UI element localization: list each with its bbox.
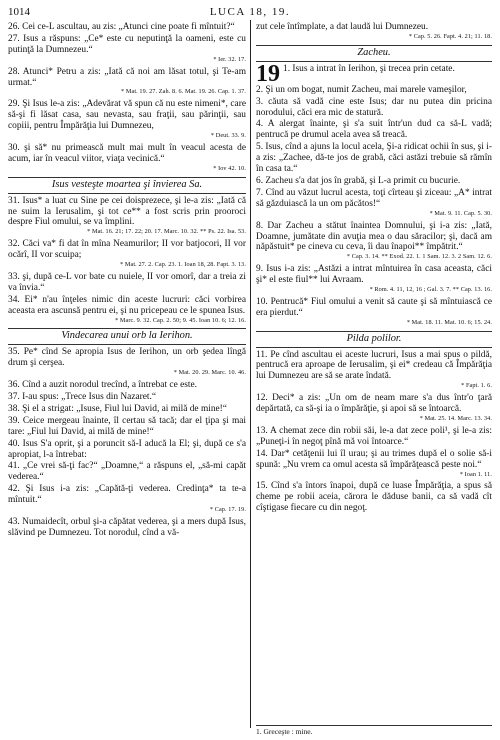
verse [8,272,246,294]
cross-reference: * Cap. 17. 19. [209,506,246,514]
cross-reference: * Mat. 16. 21; 17. 22; 20. 17. Marc. 10. 32. ** Ps. 22. Isa. 53. [87,228,246,236]
verse-text: 3. căuta să vadă cine este Isus; dar nu putea din pricina norodului, căci era mic de statură. [256,96,492,118]
chapter-opening [256,60,492,87]
verse [256,97,492,119]
verse-text: 2. Şi un om bogat, numit Zacheu, mai marele vameşilor, [256,84,467,95]
section-rule [256,45,492,46]
verse-text: 34. Ei* n'au înţeles nimic din aceste lucruri: căci vorbirea aceasta era ascunsă pentru ei, şi nu pricepeau ce le spunea Isus. [8,294,246,316]
cross-reference: * Cap. 3. 14. ** Exod. 22. 1. 1 Sam. 12. 3. 2 Sam. 12. 6. [346,253,492,261]
cross-reference: * Mat. 20. 29. Marc. 10. 46. [173,369,246,377]
verse [8,416,246,438]
verse [8,22,246,33]
verse-text: 37. I-au spus: „Trece Isus din Nazaret.“ [8,392,157,402]
page-header [8,6,492,20]
verse-text: 43. Numaidecît, orbul şi-a căpătat vederea, şi a mers după Isus, slăvind pe Dumnezeu. Tot norodul, cînd a vă- [8,516,246,538]
verse-text: 7. Cînd au văzut lucrul acesta, toţi cîrteau şi ziceau: „A* intrat să găzduiască la un om păcătos!“ [256,187,492,209]
verse-text: 27. Isus a răspuns: „Ce* este cu neputinţă la oameni, este cu putinţă la Dumnezeu.“ [8,33,246,55]
verse [256,297,492,329]
verse-text: 15. Cînd s'a întors înapoi, după ce luase Împărăţia, a spus să cheme pe robii aceia, cărora le dăduse banii, ca să vadă cît cîştigase fiecare cu din negoţ. [256,481,492,514]
verse-text: 5. Isus, cînd a ajuns la locul acela, Şi-a ridicat ochii în sus, şi i-a zis: „Zachee, dă-te jos de grabă, căci astăzi trebuie să rămîn în casa ta.“ [256,142,492,175]
verse-text: zut cele întîmplate, a dat laudă lui Dumnezeu. [256,22,429,32]
verse-text: 9. Isus i-a zis: „Astăzi a intrat mîntuirea în casa aceasta, căci şi* el este fiul** lui Avraam. [256,264,492,286]
cross-reference: * Ioan 1. 11. [459,470,492,478]
section-heading: Pilda polilor. [346,332,402,344]
verse-text: 10. Pentrucă* Fiul omului a venit să caute şi să mîntuiască ce era pierdut.“ [256,296,492,318]
chapter-number: 19 [256,60,280,87]
verse [256,85,492,96]
section-rule [8,193,246,194]
verse [256,188,492,220]
verse-text: 40. Isus S'a oprit, şi a poruncit să-I aducă la El; şi, după ce s'a apropiat, l-a întrebat: [8,438,246,460]
cross-reference: * Rom. 4. 11, 12, 16 ; Gal. 3. 7. ** Cap. 13. 16. [369,286,492,294]
verse [256,449,492,481]
cross-reference: * Mat. 25. 14. Marc. 13. 34. [419,415,492,422]
verse [256,22,492,43]
verse [256,481,492,514]
cross-reference: * Marc. 9. 32. Cap. 2. 50; 9. 45. Ioan 10. 6; 12. 16. [115,316,246,324]
verse-text: 33. şi, după ce-L vor bate cu nuiele, II vor omorî, dar a treia zi va învia.“ [8,271,246,293]
verse-text: 4. A alergat înainte, şi s'a suit într'un dud ca să-L vadă; pentrucă pe drumul acela avea să treacă. [256,119,492,141]
cross-reference: * Mat. 19. 27. Zah. 8. 6. Mat. 19. 26. Cap. 1. 37. [121,88,246,96]
cross-reference: * Iov 42. 10. [213,164,246,172]
column-divider [250,20,251,728]
cross-reference: * Ier. 32. 17. [213,55,246,63]
verse [256,426,492,448]
verse [256,142,492,175]
section-rule [256,61,492,62]
verse [256,176,492,187]
verse-text: 26. Cei ce-L ascultau, au zis: „Atunci cine poate fi mîntuit?“ [8,22,235,32]
verse-text: 31. Isus* a luat cu Sine pe cei doisprezece, şi le-a zis: „Iată că ne suim la Ierusalim, şi tot ce** a fost scris prin prooroci despre Fiul omului, se va împlini. [8,195,246,228]
verse-text: 1. Isus a intrat în Ierihon, şi trecea prin cetate. [283,63,455,74]
verse [8,295,246,327]
verse-text: 8. Dar Zacheu a stătut înaintea Domnului, şi i-a zis: „Iată, Doamne, jumătate din avuţia mea o dau săracilor; şi, dacă am năpăstuit* pe cineva cu ceva, îi dau înapoi** împătrit.“ [256,220,492,253]
verse [8,239,246,271]
verse [8,404,246,415]
right-column [256,22,492,515]
section-heading: Vindecarea unui orb la Ierihon. [61,330,193,342]
section-rule [8,177,246,178]
verse [8,392,246,403]
verse-text: 12. Deci* a zis: „Un om de neam mare s'a dus într'o ţară depărtată, ca să-şi ia o împărăţie, şi apoi să se întoarcă. [256,393,492,415]
verse [8,380,246,391]
verse [8,143,246,175]
verse-text: 42. Şi Isus i-a zis: „Capătă-ţi vederea. Credinţa* ta te-a mîntuit.“ [8,484,246,506]
verse-text: 35. Pe* cînd Se apropia Isus de Ierihon, un orb şedea lîngă drum şi cerşea. [8,347,246,369]
verse-text: 6. Zacheu s'a dat jos în grabă, şi L-a primit cu bucurie. [256,175,461,186]
cross-reference: * Mat. 9. 11. Cap. 5. 30. [429,209,492,217]
verse [256,119,492,141]
verse-text: 30. şi să* nu primească mult mai mult în veacul acesta de acum, iar în veacul viitor, viaţa vecinică.“ [8,142,246,164]
section-heading: Isus vesteşte moartea şi învierea Sa. [51,178,203,190]
running-title: LUCA 18, 19. [209,6,291,18]
verse-text: 28. Atunci* Petru a zis: „Iată că noi am lăsat totul, şi Te-am urmat.“ [8,66,246,88]
verse [8,484,246,516]
verse [256,350,492,393]
section-rule [8,328,246,329]
cross-reference: * Deut. 33. 9. [210,132,246,140]
verse [8,67,246,99]
cross-reference: * Mat. 18. 11. Mat. 10. 6; 15. 24. [406,318,492,326]
cross-reference: * Fapt. 1. 6. [461,382,492,390]
section-rule [256,331,492,332]
section-rule [256,347,492,348]
footnote: 1. Greceşte : mine. [256,725,492,736]
verse-text: 13. A chemat zece din robii săi, le-a dat zece poli¹, şi le-a zis: „Puneţi-i în negoţ pînă mă voi întoarce.“ [256,425,492,447]
verse-text: 29. Şi Isus le-a zis: „Adevărat vă spun că nu este nimeni*, care să-şi fi lăsat casa, sau nevasta, sau fraţii, sau părinţii, sau copiii, pentru Împărăţia lui Dumnezeu, [8,99,246,132]
verse-text: 39. Ceice mergeau înainte, îl certau să tacă; dar el ţipa şi mai tare: „Fiul lui David, ai milă de mine!“ [8,415,246,437]
verse [8,347,246,379]
verse [256,393,492,425]
verse-text: 14. Dar* cetăţenii lui îl urau; şi au trimes după el o solie să-i spună: „Nu vrem ca omul acesta să împărăţească peste noi.“ [256,448,492,470]
verse [8,196,246,239]
verse [8,461,246,483]
verse [8,517,246,539]
verse-text: 36. Cînd a auzit norodul trecînd, a întrebat ce este. [8,380,197,391]
page-number: 1014 [8,6,30,18]
verse-text: 41. „Ce vrei să-ţi fac?“ „Doamne,“ a răspuns el, „să-mi capăt vederea.“ [8,461,246,483]
verse [8,34,246,66]
cross-reference: * Mat. 27. 2. Cap. 23. 1. Ioan 18, 28. Fapt. 3. 13. [120,261,246,269]
section-rule [8,344,246,345]
verse-text: 38. Şi el a strigat: „Isuse, Fiul lui David, ai milă de mine!“ [8,403,227,414]
verse [8,439,246,461]
section-heading: Zacheu. [357,46,391,58]
cross-reference: * Cap. 5. 26. Fapt. 4. 21; 11. 18. [408,32,492,40]
verse [256,264,492,296]
verse [8,99,246,142]
left-column [8,22,246,540]
verse-text: 32. Căci va* fi dat în mîna Neamurilor; II vor batjocori, II vor ocărî, II vor scuipa; [8,239,246,261]
verse-text: 11. Pe cînd ascultau ei aceste lucruri, Isus a mai spus o pildă, pentrucă era aproape de Ierusalim, şi ei* credeau că Împărăţia lui Dumnezeu are să se arate îndată. [256,349,492,382]
verse [256,221,492,264]
